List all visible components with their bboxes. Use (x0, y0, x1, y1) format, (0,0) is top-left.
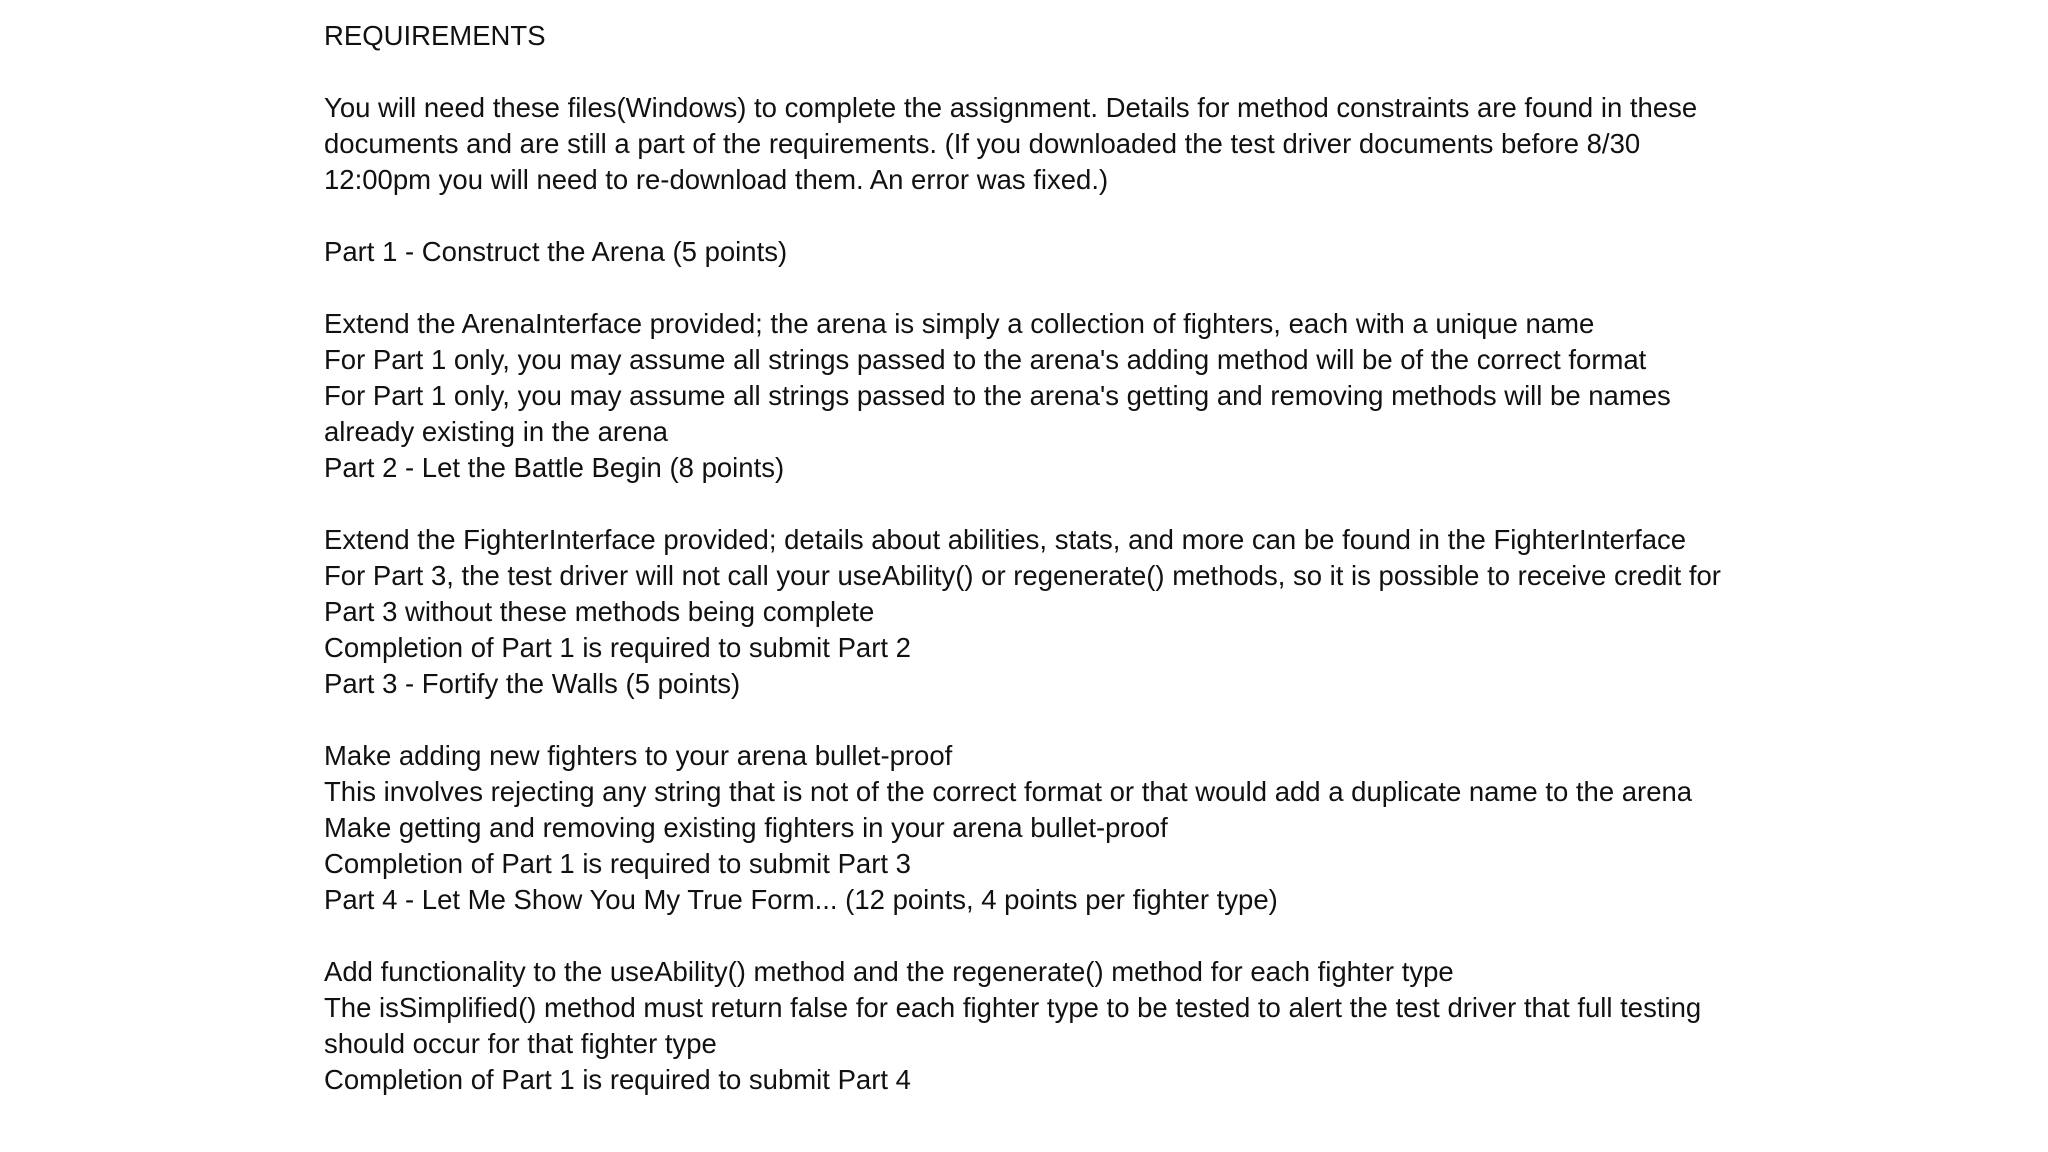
spacer (324, 702, 1764, 738)
part1-title: Part 1 - Construct the Arena (5 points) (324, 236, 788, 267)
intro-line: 12:00pm you will need to re-download them. An error was fixed.) (324, 164, 1109, 195)
part4-line: Add functionality to the useAbility() method and the regenerate() method for each fighter type (324, 956, 1454, 987)
spacer (324, 918, 1764, 954)
part2-line: For Part 3, the test driver will not call your useAbility() or regenerate() methods, so it is possible to receive credit for (324, 560, 1721, 591)
part3-line: Make getting and removing existing fighters in your arena bullet-proof (324, 812, 1168, 843)
spacer (324, 486, 1764, 522)
part4-line: The isSimplified() method must return false for each fighter type to be tested to alert the test driver that full testing (324, 992, 1702, 1023)
part3-title: Part 3 - Fortify the Walls (5 points) (324, 668, 741, 699)
part2-line: Extend the FighterInterface provided; details about abilities, stats, and more can be found in the FighterInterface (324, 524, 1687, 555)
part2-line: Part 3 without these methods being complete (324, 596, 875, 627)
part3-line: This involves rejecting any string that is not of the correct format or that would add a duplicate name to the arena (324, 776, 1693, 807)
document-heading: REQUIREMENTS (324, 20, 546, 51)
part3-line: Make adding new fighters to your arena bullet-proof (324, 740, 953, 771)
part1-line: For Part 1 only, you may assume all strings passed to the arena's adding method will be of the correct format (324, 344, 1647, 375)
part4-title: Part 4 - Let Me Show You My True Form... (12 points, 4 points per fighter type) (324, 884, 1278, 915)
part3-line: Completion of Part 1 is required to submit Part 3 (324, 848, 911, 879)
spacer (324, 270, 1764, 306)
part2-title: Part 2 - Let the Battle Begin (8 points) (324, 452, 785, 483)
requirements-document (324, 18, 1764, 1098)
part2-line: Completion of Part 1 is required to submit Part 2 (324, 632, 911, 663)
intro-line: You will need these files(Windows) to complete the assignment. Details for method constraints are found in these (324, 92, 1698, 123)
spacer (324, 54, 1764, 90)
part1-line: Extend the ArenaInterface provided; the arena is simply a collection of fighters, each with a unique name (324, 308, 1595, 339)
part4-line: Completion of Part 1 is required to submit Part 4 (324, 1064, 911, 1095)
intro-line: documents and are still a part of the requirements. (If you downloaded the test driver documents before 8/30 (324, 128, 1641, 159)
part4-line: should occur for that fighter type (324, 1028, 717, 1059)
part1-line: For Part 1 only, you may assume all strings passed to the arena's getting and removing methods will be names (324, 380, 1671, 411)
spacer (324, 198, 1764, 234)
part1-line: already existing in the arena (324, 416, 668, 447)
